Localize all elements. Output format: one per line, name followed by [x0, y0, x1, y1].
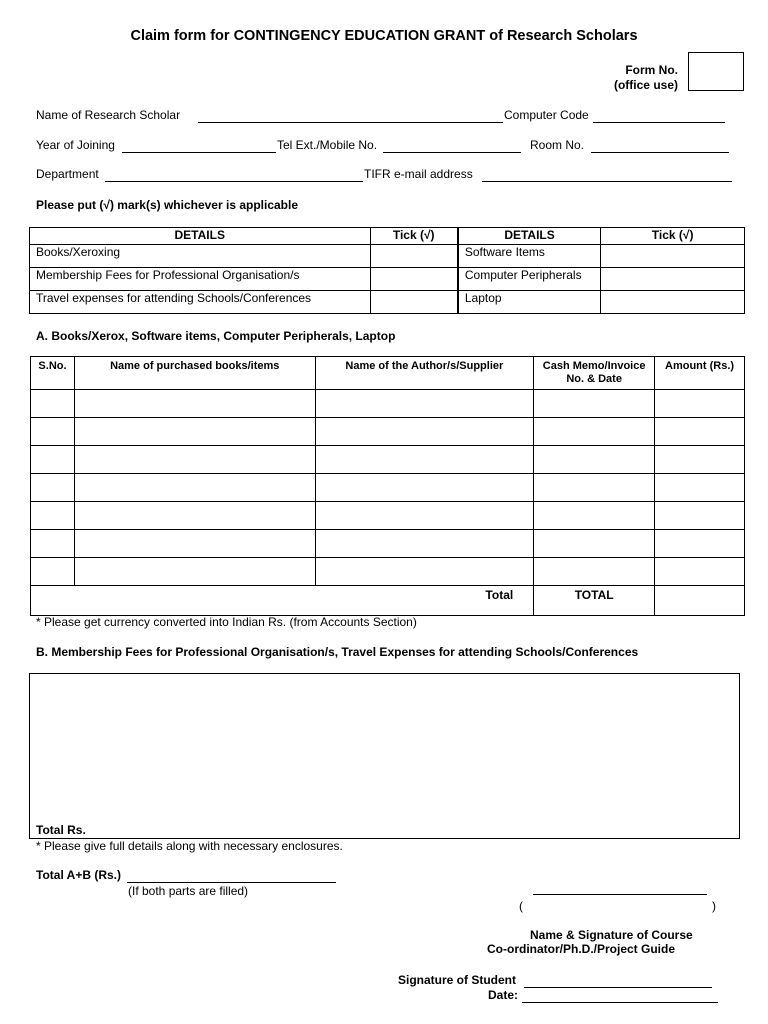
cell[interactable] — [655, 418, 745, 446]
tick-cell[interactable] — [370, 245, 458, 268]
cell[interactable] — [534, 418, 655, 446]
name-label: Name of Research Scholar — [36, 108, 181, 122]
open-paren: ( — [519, 899, 523, 913]
details-item: Computer Peripherals — [458, 268, 601, 291]
cell[interactable] — [534, 502, 655, 530]
cell[interactable] — [534, 558, 655, 586]
cell[interactable] — [315, 502, 534, 530]
guide-signature-label-1: Name & Signature of Course — [530, 928, 693, 942]
office-use-label: (office use) — [613, 78, 678, 92]
form-no-box[interactable] — [688, 52, 744, 91]
tel-field[interactable] — [383, 138, 521, 153]
cell[interactable] — [315, 558, 534, 586]
details-item: Software Items — [458, 245, 601, 268]
table-row — [31, 502, 745, 530]
email-field[interactable] — [482, 167, 732, 182]
tick-cell[interactable] — [370, 268, 458, 291]
total-row — [31, 586, 745, 616]
cell[interactable] — [655, 390, 745, 418]
cell[interactable] — [74, 390, 315, 418]
cell[interactable] — [74, 446, 315, 474]
cell[interactable] — [534, 474, 655, 502]
cell[interactable] — [655, 502, 745, 530]
cell[interactable] — [31, 474, 75, 502]
col-items-header: Name of purchased books/items — [74, 357, 315, 390]
details-item: Laptop — [458, 291, 601, 314]
cell[interactable] — [74, 530, 315, 558]
name-field[interactable] — [198, 108, 503, 123]
tel-label: Tel Ext./Mobile No. — [277, 138, 378, 152]
total-ab-label: Total A+B (Rs.) — [36, 868, 122, 882]
guide-signature-label-2: Co-ordinator/Ph.D./Project Guide — [487, 942, 676, 956]
student-signature-field[interactable] — [524, 973, 712, 988]
cell — [31, 586, 75, 616]
cell[interactable] — [31, 418, 75, 446]
table-row — [31, 558, 745, 586]
cell[interactable] — [74, 418, 315, 446]
tick-cell[interactable] — [370, 291, 458, 314]
cell[interactable] — [655, 530, 745, 558]
table-row — [31, 390, 745, 418]
details-row — [30, 291, 745, 314]
cell[interactable] — [534, 390, 655, 418]
details-header-right: DETAILS — [458, 228, 601, 245]
email-label: TIFR e-mail address — [364, 167, 473, 181]
section-b-total-label: Total Rs. — [36, 823, 86, 837]
room-label: Room No. — [530, 138, 585, 152]
table-row — [31, 418, 745, 446]
cell[interactable] — [655, 474, 745, 502]
details-row — [30, 245, 745, 268]
total-label: Total — [315, 586, 534, 616]
cell[interactable] — [31, 558, 75, 586]
col-amount-header: Amount (Rs.) — [655, 357, 745, 390]
section-b-heading: B. Membership Fees for Professional Organisation/s, Travel Expenses for attending Schools/Conferences — [36, 645, 639, 659]
col-invoice-header: Cash Memo/Invoice No. & Date — [534, 357, 655, 390]
currency-note: * Please get currency converted into Indian Rs. (from Accounts Section) — [36, 615, 417, 629]
table-row — [31, 530, 745, 558]
cell[interactable] — [31, 502, 75, 530]
cell[interactable] — [534, 446, 655, 474]
year-field[interactable] — [122, 138, 276, 153]
both-parts-note: (If both parts are filled) — [128, 884, 249, 898]
enclosures-note: * Please give full details along with necessary enclosures. — [36, 839, 343, 853]
form-no-label-block — [614, 63, 678, 93]
cell[interactable] — [315, 390, 534, 418]
table-row — [31, 474, 745, 502]
details-item: Membership Fees for Professional Organisation/s — [30, 268, 371, 291]
close-paren: ) — [712, 899, 716, 913]
col-author-header: Name of the Author/s/Supplier — [315, 357, 534, 390]
details-item: Travel expenses for attending Schools/Conferences — [30, 291, 371, 314]
cell[interactable] — [31, 530, 75, 558]
tick-instruction: Please put (√) mark(s) whichever is applicable — [36, 198, 299, 212]
year-label: Year of Joining — [36, 138, 115, 152]
computer-code-label: Computer Code — [504, 108, 589, 122]
total-amount-cell[interactable] — [655, 586, 745, 616]
total-ab-field[interactable] — [127, 868, 336, 883]
cell[interactable] — [74, 558, 315, 586]
section-a-heading: A. Books/Xerox, Software items, Computer Peripherals, Laptop — [36, 329, 396, 343]
guide-signature-line[interactable] — [533, 882, 707, 895]
tick-cell[interactable] — [601, 291, 745, 314]
date-label: Date: — [488, 988, 519, 1002]
cell[interactable] — [315, 446, 534, 474]
cell — [74, 586, 315, 616]
details-table — [29, 227, 745, 314]
section-b-details-box[interactable] — [29, 673, 740, 839]
details-row — [30, 268, 745, 291]
form-no-label: Form No. — [625, 63, 678, 77]
details-header-left: DETAILS — [30, 228, 371, 245]
tick-header-left: Tick (√) — [370, 228, 458, 245]
details-item: Books/Xeroxing — [30, 245, 371, 268]
computer-code-field[interactable] — [593, 108, 725, 123]
cell[interactable] — [655, 446, 745, 474]
date-field[interactable] — [522, 988, 718, 1003]
department-label: Department — [36, 167, 99, 181]
tick-cell[interactable] — [601, 268, 745, 291]
student-signature-label: Signature of Student — [398, 973, 516, 987]
cell[interactable] — [74, 474, 315, 502]
cell[interactable] — [534, 530, 655, 558]
cell[interactable] — [315, 418, 534, 446]
cell[interactable] — [315, 530, 534, 558]
cell[interactable] — [655, 558, 745, 586]
cell[interactable] — [31, 390, 75, 418]
cell[interactable] — [74, 502, 315, 530]
table-row — [31, 446, 745, 474]
form-title: Claim form for CONTINGENCY EDUCATION GRANT of Research Scholars — [130, 28, 638, 44]
total-label-2: TOTAL — [534, 586, 655, 616]
section-a-table — [30, 356, 745, 616]
tick-cell[interactable] — [601, 245, 745, 268]
cell[interactable] — [31, 446, 75, 474]
department-field[interactable] — [105, 167, 363, 182]
tick-header-right: Tick (√) — [601, 228, 745, 245]
room-field[interactable] — [591, 138, 729, 153]
cell[interactable] — [315, 474, 534, 502]
col-sno-header: S.No. — [31, 357, 75, 390]
